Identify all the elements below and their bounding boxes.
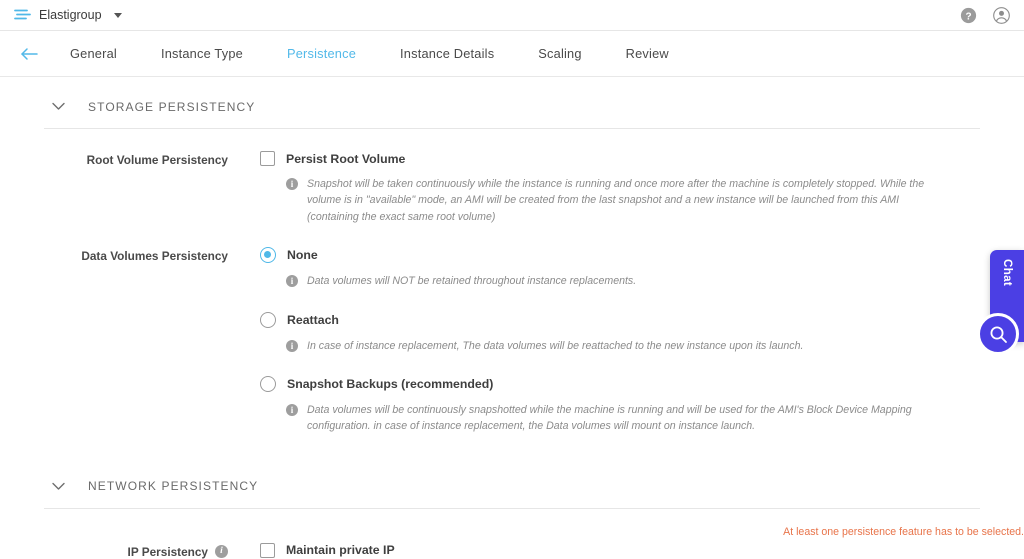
tab-instance-details[interactable]: Instance Details bbox=[400, 46, 495, 61]
maintain-private-ip-option[interactable] bbox=[260, 543, 980, 558]
chat-label: Chat bbox=[1001, 259, 1013, 287]
persist-root-volume-help-text: Snapshot will be taken continuously while the instance is running and once more after the machine is completely stopped. While the volume is in "available" mode, an AMI will be created from the last snapshot and a new instance will be launched from this AMI (containing the exact same root volume) bbox=[307, 178, 925, 223]
radio-none-help bbox=[260, 273, 980, 289]
tab-instance-type[interactable]: Instance Type bbox=[160, 46, 243, 61]
top-bar bbox=[0, 0, 1024, 31]
chevron-down-icon[interactable] bbox=[50, 99, 66, 115]
info-icon: i bbox=[286, 404, 298, 416]
chevron-down-icon[interactable] bbox=[50, 478, 66, 494]
radio-reattach[interactable] bbox=[260, 312, 276, 328]
svg-text:?: ? bbox=[965, 10, 972, 22]
tab-scaling[interactable]: Scaling bbox=[538, 46, 582, 61]
tab-persistence[interactable]: Persistence bbox=[286, 46, 357, 61]
top-bar-actions bbox=[960, 7, 1010, 24]
persist-root-volume-help bbox=[260, 176, 980, 225]
brand-name: Elastigroup bbox=[39, 8, 102, 22]
help-circle-icon[interactable] bbox=[960, 7, 977, 24]
label-ip-persistency bbox=[44, 543, 260, 559]
radio-snapshot-backups-label: Snapshot Backups (recommended) bbox=[287, 377, 494, 392]
radio-reattach-help bbox=[260, 338, 980, 354]
maintain-private-ip-label: Maintain private IP bbox=[286, 543, 395, 558]
row-data-volumes-persistency bbox=[44, 225, 980, 435]
persistence-form bbox=[0, 85, 1024, 559]
section-header-storage-persistency bbox=[44, 85, 980, 129]
persist-root-volume-checkbox[interactable] bbox=[260, 151, 275, 166]
row-root-volume-persistency bbox=[44, 129, 980, 225]
info-icon: i bbox=[286, 275, 298, 287]
tab-review[interactable]: Review bbox=[625, 46, 669, 61]
option-row-reattach[interactable] bbox=[260, 312, 980, 328]
persist-root-volume-option[interactable] bbox=[260, 151, 980, 166]
elastigroup-logo-icon bbox=[14, 8, 31, 22]
radio-none[interactable] bbox=[260, 247, 276, 263]
chat-widget[interactable] bbox=[990, 250, 1024, 342]
option-row-snapshot-backups[interactable] bbox=[260, 376, 980, 392]
wizard-tabs bbox=[48, 46, 691, 61]
arrow-left-icon[interactable] bbox=[10, 47, 48, 61]
radio-none-label: None bbox=[287, 248, 318, 263]
wizard-tabs-bar bbox=[0, 31, 1024, 77]
label-data-volumes-persistency: Data Volumes Persistency bbox=[81, 249, 228, 264]
radio-reattach-label: Reattach bbox=[287, 312, 339, 327]
persist-root-volume-label: Persist Root Volume bbox=[286, 151, 406, 166]
label-ip-persistency-text: IP Persistency bbox=[127, 544, 208, 559]
data-volumes-option-none bbox=[260, 247, 980, 289]
section-title-network: NETWORK PERSISTENCY bbox=[88, 479, 259, 494]
option-row-none[interactable] bbox=[260, 247, 980, 263]
info-icon[interactable]: i bbox=[215, 545, 228, 558]
account-circle-icon[interactable] bbox=[993, 7, 1010, 24]
tab-general[interactable]: General bbox=[70, 46, 117, 61]
radio-snapshot-backups-help bbox=[260, 402, 980, 435]
maintain-private-ip-checkbox[interactable] bbox=[260, 543, 275, 558]
info-icon: i bbox=[286, 340, 298, 352]
validation-message: At least one persistence feature has to be selected. bbox=[783, 526, 1024, 538]
label-root-volume-persistency: Root Volume Persistency bbox=[86, 153, 228, 167]
radio-snapshot-backups-help-text: Data volumes will be continuously snapshotted while the machine is running and will be used for the AMI's Block Device Mapping configuration. in case of instance replacement, the Data volumes will mount on instance launch. bbox=[307, 404, 912, 433]
chat-search-icon[interactable] bbox=[977, 313, 1019, 355]
section-title-storage: STORAGE PERSISTENCY bbox=[88, 99, 256, 114]
section-header-network-persistency bbox=[44, 465, 980, 509]
info-icon: i bbox=[286, 178, 298, 190]
caret-down-icon[interactable] bbox=[114, 13, 122, 18]
data-volumes-option-reattach bbox=[260, 312, 980, 354]
data-volumes-option-snapshot-backups bbox=[260, 376, 980, 435]
radio-reattach-help-text: In case of instance replacement, The data volumes will be reattached to the new instance upon its launch. bbox=[307, 339, 804, 352]
radio-snapshot-backups[interactable] bbox=[260, 376, 276, 392]
radio-none-help-text: Data volumes will NOT be retained throughout instance replacements. bbox=[307, 275, 637, 288]
brand-menu[interactable] bbox=[14, 8, 122, 22]
